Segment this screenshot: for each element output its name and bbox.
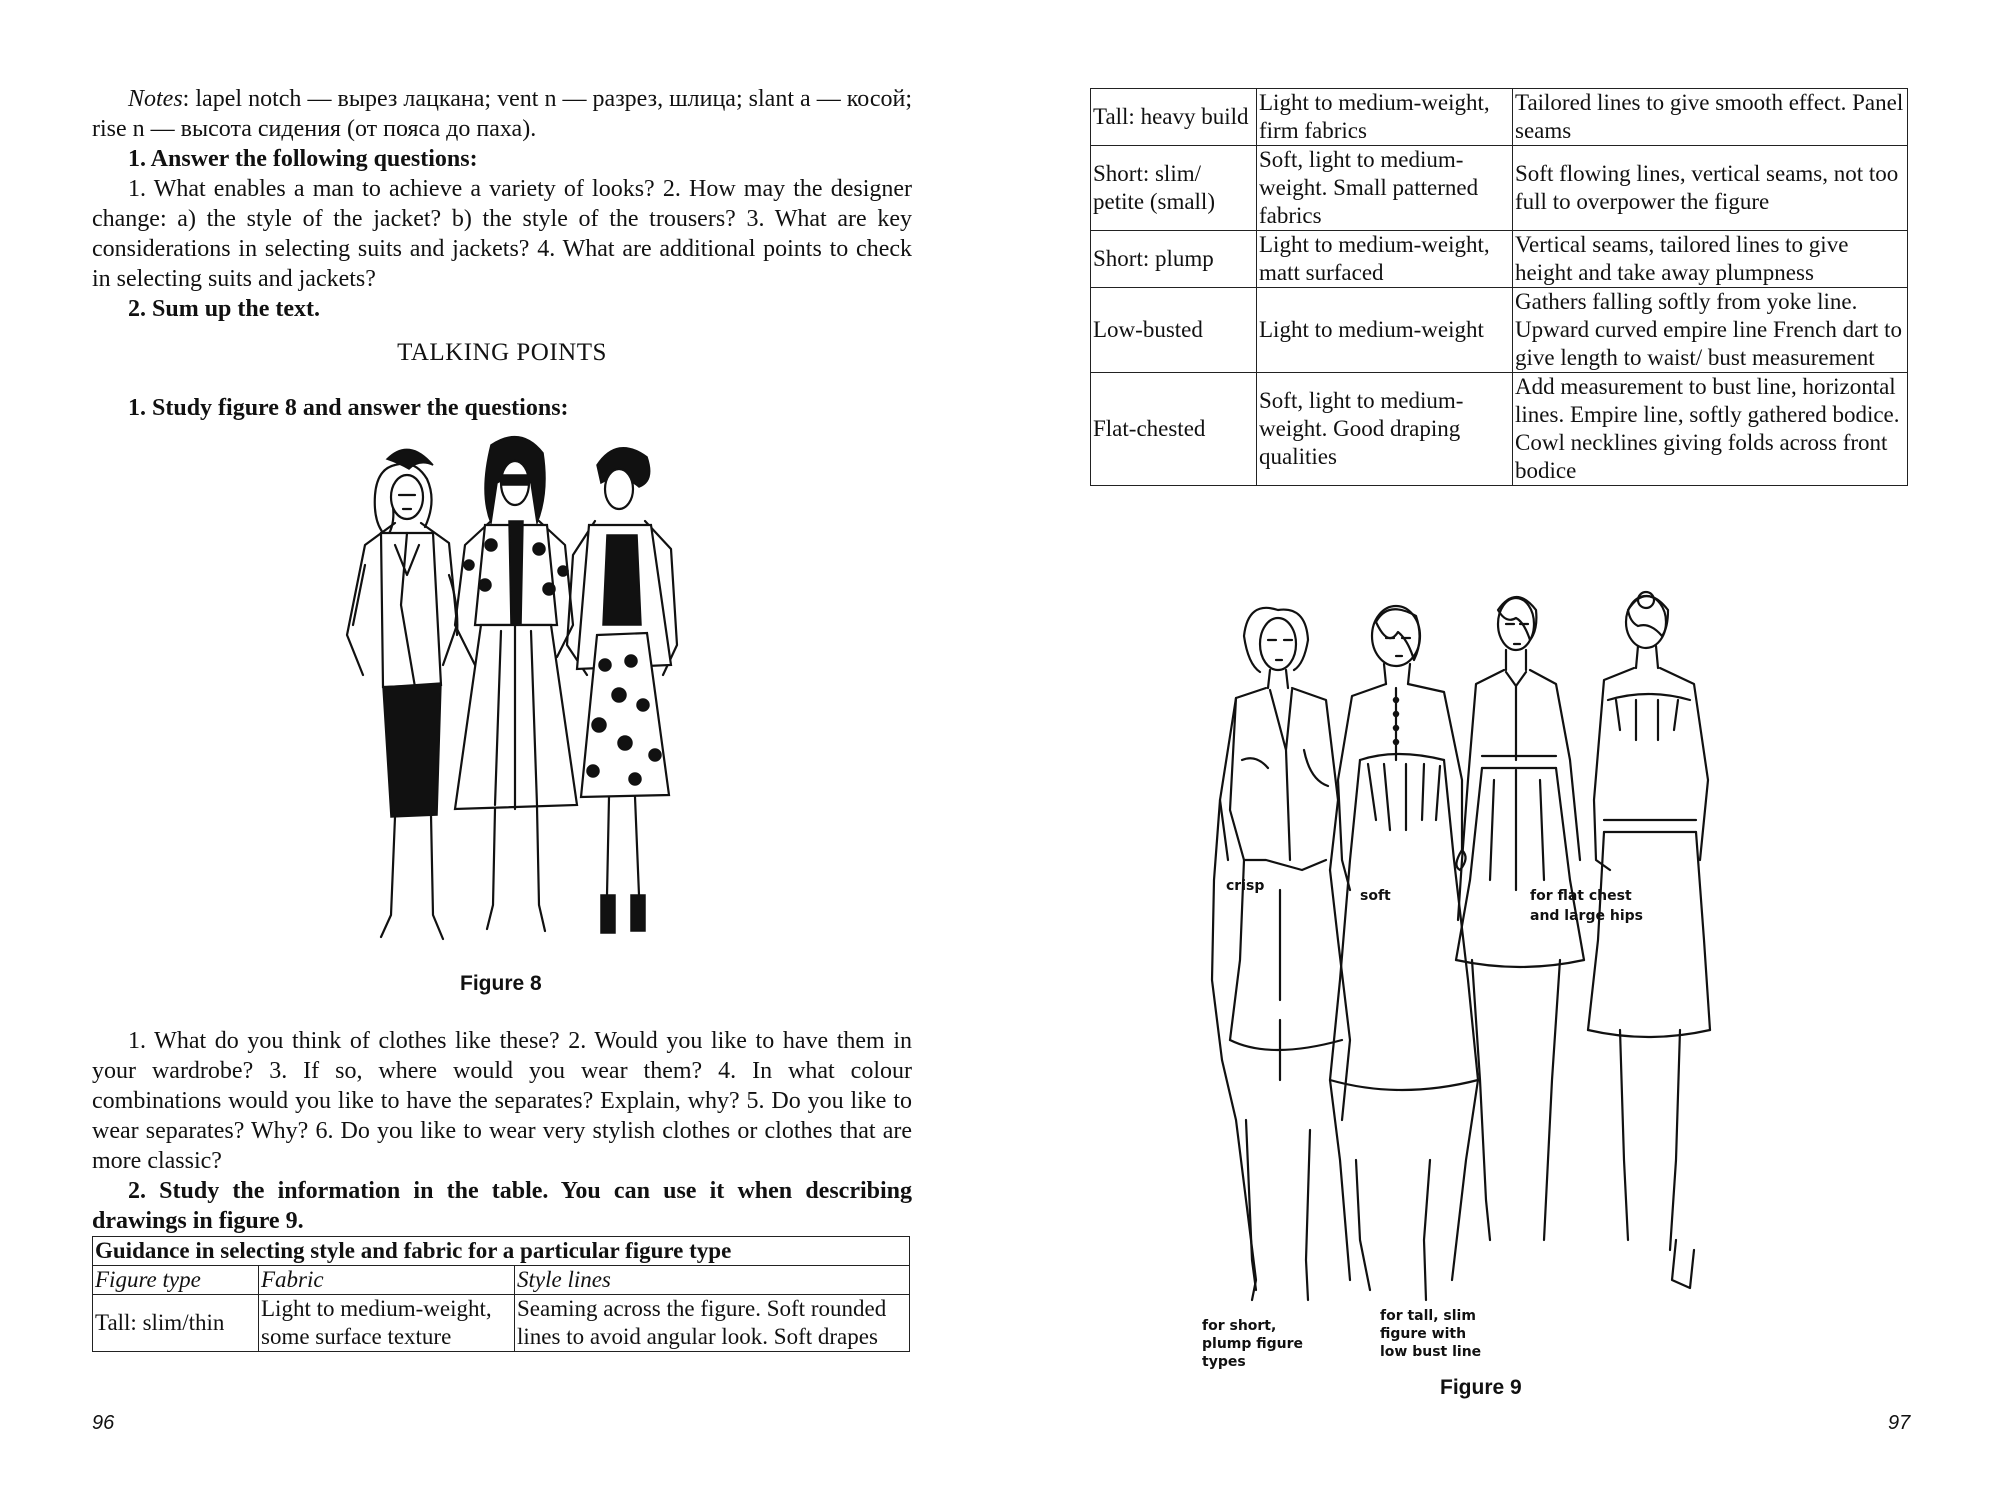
figure9-woman-crisp: [1212, 608, 1350, 1300]
note-tall-2: figure with: [1380, 1326, 1467, 1342]
figure8-woman-middle: [455, 437, 577, 931]
table-cell: Gathers falling softly from yoke line. Upward curved empire line French dart to give length to waist/ bust measurement: [1513, 288, 1908, 373]
table-cell: Soft flowing lines, vertical seams, not too full to overpower the figure: [1513, 146, 1908, 231]
table-cell: Tall: heavy build: [1091, 89, 1257, 146]
table-row: [1091, 89, 1908, 146]
figure8-illustration: [325, 425, 705, 965]
note-tall-1: for tall, slim: [1380, 1308, 1476, 1324]
table-title: Guidance in selecting style and fabric for a particular figure type: [93, 1237, 910, 1266]
table-cell: Light to medium-weight, firm fabrics: [1257, 89, 1513, 146]
figure8-woman-right: [567, 448, 677, 933]
figure9-illustration: [1200, 560, 1760, 1370]
study-figure8-heading: 1. Study figure 8 and answer the questions:: [128, 395, 569, 421]
table-cell: Seaming across the figure. Soft rounded lines to avoid angular look. Soft drapes: [515, 1295, 910, 1352]
page-number-right: 97: [1888, 1412, 1911, 1434]
table-instruction: 2. Study the information in the table. You can use it when describing drawings in figure 9.: [92, 1178, 912, 1234]
column-header-style-lines: Style lines: [515, 1266, 910, 1295]
guidance-table-part2: [1090, 88, 1908, 486]
note-flat-chest-2: and large hips: [1530, 908, 1643, 924]
table-cell: Short: slim/ petite (small): [1091, 146, 1257, 231]
note-short-2: plump figure: [1202, 1336, 1304, 1352]
figure9-caption: Figure 9: [1440, 1376, 1522, 1399]
note-tall-3: low bust line: [1380, 1344, 1482, 1360]
right-page: [1000, 0, 2000, 1508]
task2-heading: 2. Sum up the text.: [128, 296, 321, 322]
table-row: [93, 1295, 910, 1352]
task1-heading: 1. Answer the following questions:: [128, 146, 478, 172]
table-cell: Soft, light to medium-weight. Good draping qualities: [1257, 373, 1513, 486]
table-cell: Soft, light to medium-weight. Small patterned fabrics: [1257, 146, 1513, 231]
note-short-3: types: [1202, 1354, 1246, 1370]
table-cell: Flat-chested: [1091, 373, 1257, 486]
table-cell: Add measurement to bust line, horizontal lines. Empire line, softly gathered bodice. Cowl necklines giving folds across front bodice: [1513, 373, 1908, 486]
figure8-caption: Figure 8: [460, 972, 542, 995]
table-cell: Vertical seams, tailored lines to give height and take away plumpness: [1513, 231, 1908, 288]
table-cell: Light to medium-weight: [1257, 288, 1513, 373]
notes-text: : lapel notch — вырез лацкана; vent n — разрез, шлица; slant a — косой; rise n — высота сидения (от пояса до паха).: [92, 86, 912, 142]
guidance-table-part1: [92, 1236, 910, 1352]
figure9-woman-soft: [1330, 606, 1478, 1300]
table-cell: Low-busted: [1091, 288, 1257, 373]
table-row: [1091, 231, 1908, 288]
table-cell: Tall: slim/thin: [93, 1295, 259, 1352]
table-row: [1091, 146, 1908, 231]
note-flat-chest-1: for flat chest: [1530, 888, 1632, 904]
questions-block: [92, 1026, 912, 1236]
table-cell: Light to medium-weight, matt surfaced: [1257, 231, 1513, 288]
figure8-woman-left: [347, 449, 457, 939]
column-header-figure-type: Figure type: [93, 1266, 259, 1295]
notes-label: Notes: [128, 86, 183, 112]
figure8-questions: 1. What do you think of clothes like these? 2. Would you like to have them in your wardrobe? 3. If so, where would you wear them? 4. In what colour combinations would you like to have the separates? Explain, why? 5. Do you like to wear separates? Why? 6. Do you like to wear very stylish clothes or clothes that are more classic?: [92, 1028, 912, 1174]
table-cell: Tailored lines to give smooth effect. Panel seams: [1513, 89, 1908, 146]
column-header-fabric: Fabric: [259, 1266, 515, 1295]
section-title: TALKING POINTS: [397, 339, 607, 366]
notes-and-questions: [92, 84, 912, 423]
page-number-left: 96: [92, 1412, 115, 1434]
task1-questions: 1. What enables a man to achieve a variety of looks? 2. How may the designer change: a) the style of the jacket? b) the style of the trousers? 3. What are key considerations in selecting suits and jackets? 4. What are additional points to check in selecting suits and jackets?: [92, 176, 912, 292]
table-row: [1091, 373, 1908, 486]
note-crisp: crisp: [1226, 878, 1265, 894]
table-cell: Light to medium-weight, some surface texture: [259, 1295, 515, 1352]
note-short-1: for short,: [1202, 1318, 1277, 1334]
table-row: [1091, 288, 1908, 373]
figure9-woman-back: [1588, 592, 1710, 1288]
table-cell: Short: plump: [1091, 231, 1257, 288]
notes-paragraph: [92, 84, 912, 144]
note-soft: soft: [1360, 888, 1391, 904]
